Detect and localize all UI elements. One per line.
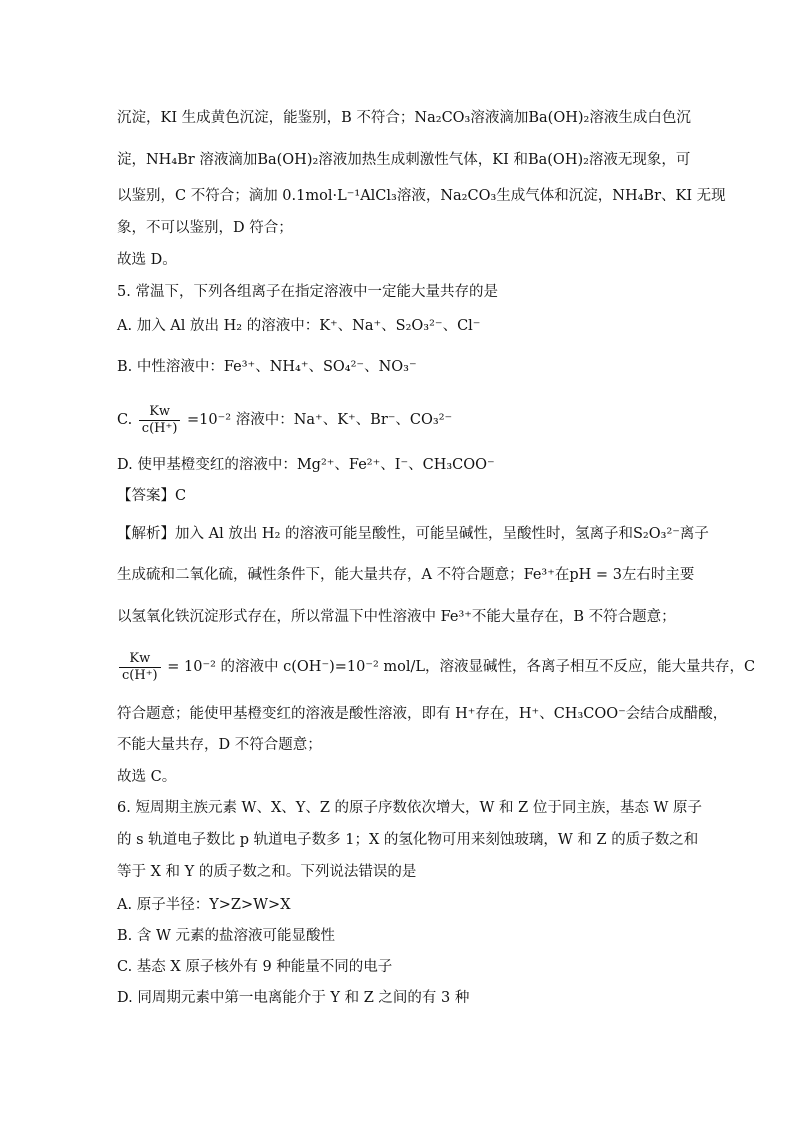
fraction-numerator: Kw (119, 651, 161, 668)
analysis-line: 【解析】加入 Al 放出 H₂ 的溶液可能呈酸性，可能呈碱性，呈酸性时，氢离子和S₂O₃²⁻离子 (117, 526, 709, 542)
question-6-stem: 6. 短周期主族元素 W、X、Y、Z 的原子序数依次增大，W 和 Z 位于同主族，基态 W 原子 (117, 800, 702, 816)
option-a: A. 原子半径：Y>Z>W>X (117, 897, 291, 913)
option-c-label: C. (117, 412, 133, 428)
analysis-line: 以氢氧化铁沉淀形式存在，所以常温下中性溶液中 Fe³⁺不能大量存在，B 不符合题意； (117, 609, 676, 625)
option-d: D. 同周期元素中第一电离能介于 Y 和 Z 之间的有 3 种 (117, 990, 470, 1006)
text-line: 象，不可以鉴别，D 符合； (117, 220, 293, 236)
text-line: 以鉴别，C 不符合；滴加 0.1mol·L⁻¹AlCl₃溶液，Na₂CO₃生成气体和沉淀，NH₄Br、KI 无现 (117, 188, 726, 204)
option-a: A. 加入 Al 放出 H₂ 的溶液中：K⁺、Na⁺、S₂O₃²⁻、Cl⁻ (117, 318, 481, 334)
fraction-denominator: c(H⁺) (122, 667, 158, 683)
option-c: C. 基态 X 原子核外有 9 种能量不同的电子 (117, 959, 393, 975)
fraction-numerator: Kw (139, 404, 181, 421)
analysis-line: 符合题意；能使甲基橙变红的溶液是酸性溶液，即有 H⁺存在，H⁺、CH₃COO⁻会结合成醋酸， (117, 706, 728, 722)
analysis-line: 生成硫和二氧化硫，碱性条件下，能大量共存，A 不符合题意；Fe³⁺在pH = 3左右时主要 (117, 567, 695, 583)
question-5-stem: 5. 常温下，下列各组离子在指定溶液中一定能大量共存的是 (117, 284, 498, 300)
option-b: B. 中性溶液中：Fe³⁺、NH₄⁺、SO₄²⁻、NO₃⁻ (117, 359, 417, 375)
text-line: 淀，NH₄Br 溶液滴加Ba(OH)₂溶液加热生成刺激性气体，KI 和Ba(OH)₂溶液无现象，可 (117, 152, 691, 168)
fraction-denominator: c(H⁺) (141, 420, 178, 436)
analysis-line: 不能大量共存，D 不符合题意； (117, 737, 322, 753)
text-line: 故选 D。 (117, 252, 177, 268)
question-6-stem: 等于 X 和 Y 的质子数之和。下列说法错误的是 (117, 864, 417, 880)
option-c (117, 400, 452, 440)
option-d: D. 使甲基橙变红的溶液中：Mg²⁺、Fe²⁺、I⁻、CH₃COO⁻ (117, 457, 495, 473)
answer-label: 【答案】C (117, 488, 187, 504)
text-line: 沉淀，KI 生成黄色沉淀，能鉴别，B 不符合；Na₂CO₃溶液滴加Ba(OH)₂溶液生成白色沉 (117, 110, 691, 126)
question-6-stem: 的 s 轨道电子数比 p 轨道电子数多 1；X 的氢化物可用来刻蚀玻璃，W 和 Z 的质子数之和 (117, 832, 699, 848)
option-c-text: =10⁻² 溶液中：Na⁺、K⁺、Br⁻、CO₃²⁻ (187, 412, 453, 428)
option-b: B. 含 W 元素的盐溶液可能显酸性 (117, 928, 335, 944)
kw-fraction (139, 404, 181, 437)
analysis-line: 故选 C。 (117, 769, 177, 785)
kw-fraction-2 (119, 651, 161, 684)
analysis-line-fraction (117, 646, 755, 688)
analysis-text: = 10⁻² 的溶液中 c(OH⁻)=10⁻² mol/L，溶液显碱性，各离子相互不反应，能大量共存，C (167, 659, 756, 675)
